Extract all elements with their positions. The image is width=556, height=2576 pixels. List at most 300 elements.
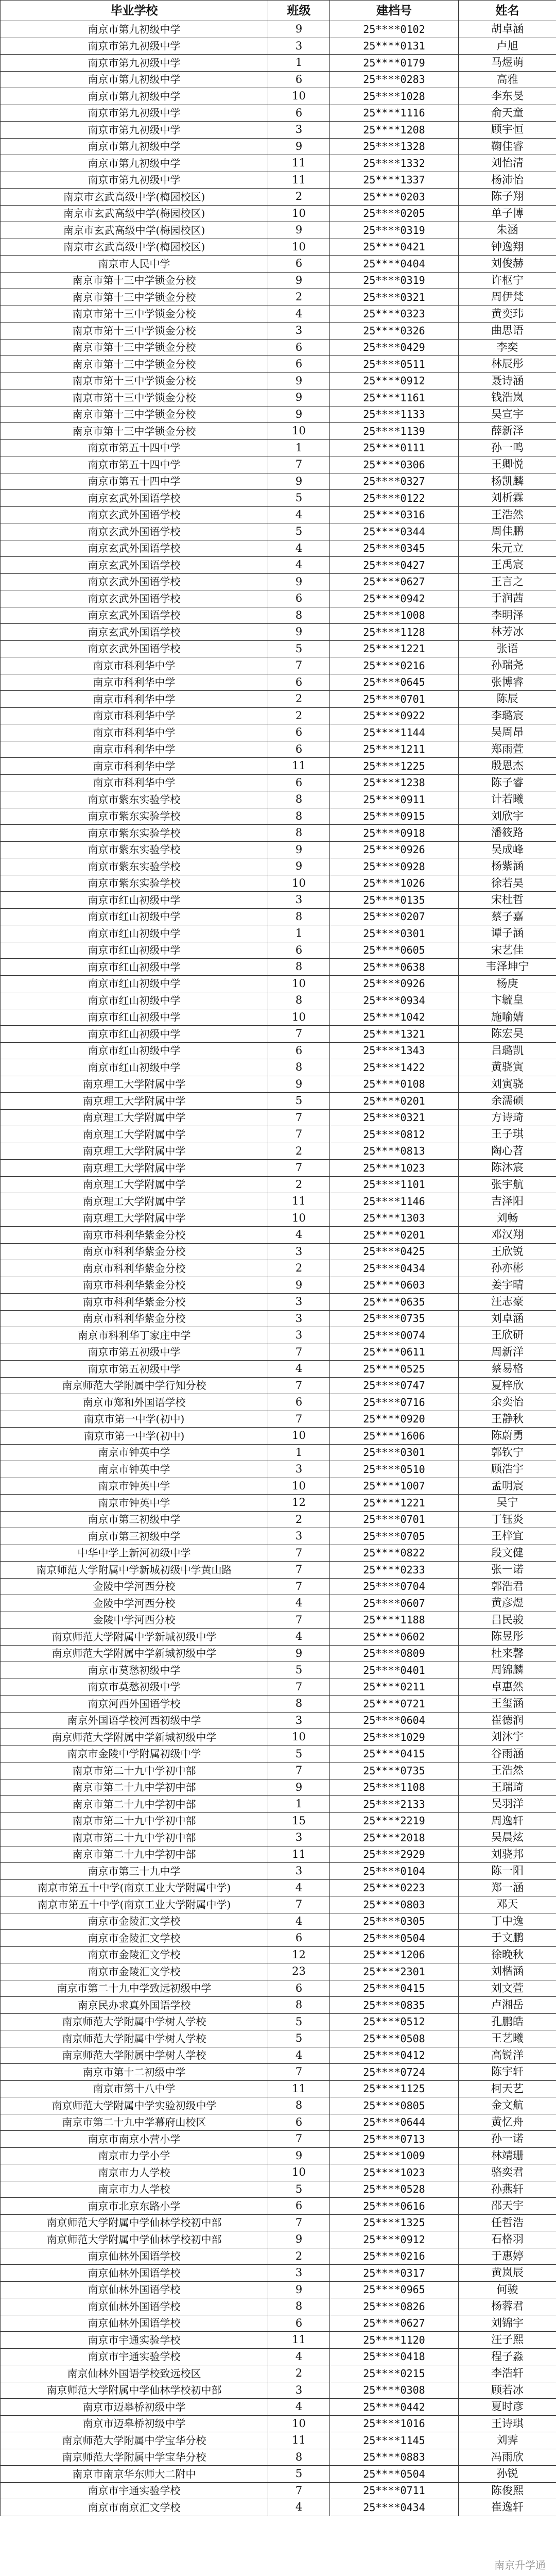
cell-school: 南京师范大学附属中学新城初级中学 [1, 1729, 268, 1746]
cell-class: 8 [268, 808, 330, 825]
cell-school: 南京市科利华中学 [1, 707, 268, 724]
table-row [1, 791, 556, 808]
cell-code: 25****0319 [330, 222, 459, 239]
cell-school: 南京玄武外国语学校 [1, 523, 268, 540]
cell-code: 25****0835 [330, 1997, 459, 2014]
table-row [1, 490, 556, 507]
roster-body [1, 21, 556, 2516]
cell-school: 南京民办求真外国语学校 [1, 1997, 268, 2014]
cell-name: 周逸轩 [459, 1812, 556, 1829]
cell-name: 郭浩君 [459, 1578, 556, 1595]
cell-class: 9 [268, 2281, 330, 2298]
cell-name: 姜宇晴 [459, 1277, 556, 1294]
cell-school: 南京市第九初级中学 [1, 71, 268, 88]
cell-name: 孔鹏皓 [459, 2013, 556, 2030]
cell-school: 南京师范大学附属中学宝华分校 [1, 2432, 268, 2449]
cell-class: 8 [268, 2097, 330, 2114]
cell-class: 7 [268, 2064, 330, 2081]
cell-class: 6 [268, 2114, 330, 2131]
cell-class: 7 [268, 2214, 330, 2231]
table-row [1, 272, 556, 289]
cell-name: 吴成峰 [459, 841, 556, 858]
cell-name: 黄彦煜 [459, 1595, 556, 1612]
cell-class: 9 [268, 1645, 330, 1662]
cell-class: 7 [268, 1679, 330, 1696]
cell-class: 4 [268, 2348, 330, 2365]
cell-name: 邓天 [459, 1896, 556, 1913]
cell-class: 9 [268, 389, 330, 406]
cell-code: 25****0429 [330, 339, 459, 356]
cell-class: 7 [268, 2482, 330, 2499]
cell-school: 南京市紫东实验学校 [1, 825, 268, 842]
cell-name: 刘骁邦 [459, 1846, 556, 1863]
table-row [1, 256, 556, 273]
cell-code: 25****0131 [330, 38, 459, 55]
cell-class: 3 [268, 1243, 330, 1260]
cell-class: 4 [268, 1879, 330, 1896]
table-row [1, 1562, 556, 1579]
cell-school: 南京市第九初级中学 [1, 38, 268, 55]
cell-school: 南京市科利华丁家庄中学 [1, 1327, 268, 1344]
table-row [1, 925, 556, 942]
cell-school: 南京师范大学附属中学实验初级中学 [1, 2097, 268, 2114]
table-row [1, 858, 556, 875]
cell-code: 25****0317 [330, 2265, 459, 2282]
cell-name: 鞠佳睿 [459, 138, 556, 155]
cell-name: 黄岚辰 [459, 2265, 556, 2282]
cell-class: 3 [268, 1528, 330, 1545]
cell-name: 余濡硕 [459, 1093, 556, 1110]
cell-class: 2 [268, 691, 330, 708]
table-row [1, 1176, 556, 1193]
cell-code: 25****0319 [330, 272, 459, 289]
cell-code: 25****0716 [330, 1394, 459, 1411]
cell-school: 南京市第一中学(初中) [1, 1411, 268, 1428]
cell-class: 4 [268, 1361, 330, 1378]
cell-name: 孙锐 [459, 2466, 556, 2483]
cell-name: 杨凯麟 [459, 473, 556, 490]
table-row [1, 38, 556, 55]
cell-class: 6 [268, 71, 330, 88]
cell-name: 陈子睿 [459, 774, 556, 791]
table-row [1, 2332, 556, 2349]
cell-school: 南京市第二十九中学初中部 [1, 1762, 268, 1780]
cell-school: 南京市科利华紫金分校 [1, 1294, 268, 1311]
cell-class: 7 [268, 1160, 330, 1177]
cell-class: 2 [268, 1511, 330, 1528]
cell-school: 金陵中学河西分校 [1, 1612, 268, 1629]
cell-school: 南京市金陵汇文学校 [1, 1946, 268, 1963]
cell-school: 南京师范大学附属中学仙林学校初中部 [1, 2214, 268, 2231]
table-row [1, 71, 556, 88]
cell-school: 南京市钟英中学 [1, 1444, 268, 1461]
cell-name: 王静秋 [459, 1411, 556, 1428]
cell-code: 25****2219 [330, 1812, 459, 1829]
cell-name: 王欣研 [459, 1327, 556, 1344]
cell-code: 25****0747 [330, 1377, 459, 1394]
cell-name: 陈宇轩 [459, 2064, 556, 2081]
cell-name: 任哲浩 [459, 2214, 556, 2231]
cell-class: 9 [268, 1779, 330, 1796]
cell-code: 25****0321 [330, 1109, 459, 1126]
cell-school: 南京市钟英中学 [1, 1461, 268, 1478]
cell-school: 南京市力学小学 [1, 2147, 268, 2164]
cell-code: 25****1422 [330, 1059, 459, 1076]
table-row [1, 1243, 556, 1260]
cell-name: 王浩然 [459, 506, 556, 523]
cell-code: 25****0415 [330, 1980, 459, 1997]
table-row [1, 1411, 556, 1428]
cell-class: 2 [268, 1143, 330, 1160]
cell-code: 25****1145 [330, 2432, 459, 2449]
cell-school: 南京玄武外国语学校 [1, 490, 268, 507]
table-row [1, 323, 556, 340]
table-row [1, 1696, 556, 1713]
cell-name: 谭子涵 [459, 925, 556, 942]
cell-school: 南京市第九初级中学 [1, 21, 268, 38]
table-row [1, 155, 556, 172]
cell-class: 3 [268, 1310, 330, 1327]
table-row [1, 707, 556, 724]
cell-class: 6 [268, 1042, 330, 1059]
cell-code: 25****0316 [330, 506, 459, 523]
cell-school: 金陵中学河西分校 [1, 1578, 268, 1595]
cell-school: 南京市金陵汇文学校 [1, 1930, 268, 1947]
cell-school: 南京市郑和外国语学校 [1, 1394, 268, 1411]
cell-class: 9 [268, 222, 330, 239]
table-row [1, 1076, 556, 1093]
cell-name: 王瑞琦 [459, 1779, 556, 1796]
cell-code: 25****0305 [330, 1913, 459, 1930]
cell-name: 吕民骏 [459, 1612, 556, 1629]
cell-school: 南京市第九初级中学 [1, 172, 268, 189]
table-row [1, 389, 556, 406]
cell-name: 李东旻 [459, 88, 556, 105]
table-row [1, 1629, 556, 1646]
cell-code: 25****1211 [330, 741, 459, 758]
table-row [1, 774, 556, 791]
table-row [1, 1896, 556, 1913]
cell-class: 10 [268, 1729, 330, 1746]
cell-class: 10 [268, 239, 330, 256]
cell-code: 25****1208 [330, 122, 459, 139]
cell-school: 南京仙林外国语学校 [1, 2265, 268, 2282]
header-school: 毕业学校 [1, 1, 268, 21]
cell-code: 25****0813 [330, 1143, 459, 1160]
cell-class: 9 [268, 573, 330, 590]
cell-school: 南京市宇通实验学校 [1, 2332, 268, 2349]
cell-code: 25****0344 [330, 523, 459, 540]
cell-name: 柯天艺 [459, 2080, 556, 2097]
cell-school: 南京理工大学附属中学 [1, 1143, 268, 1160]
cell-school: 南京市第五十中学(南京工业大学附属中学) [1, 1879, 268, 1896]
cell-name: 徐若昊 [459, 875, 556, 892]
cell-class: 2 [268, 1176, 330, 1193]
cell-name: 吴宣宇 [459, 406, 556, 423]
cell-school: 南京市玄武高级中学(梅园校区) [1, 239, 268, 256]
cell-school: 南京市第二十九中学初中部 [1, 1846, 268, 1863]
cell-class: 1 [268, 1796, 330, 1813]
cell-name: 王艺曦 [459, 2030, 556, 2047]
cell-name: 夏时彦 [459, 2399, 556, 2416]
cell-school: 南京市第九初级中学 [1, 155, 268, 172]
cell-school: 南京市第二十九中学初中部 [1, 1779, 268, 1796]
cell-code: 25****0233 [330, 1562, 459, 1579]
cell-class: 10 [268, 2415, 330, 2432]
cell-class: 11 [268, 155, 330, 172]
cell-name: 吴晨炫 [459, 1829, 556, 1846]
cell-school: 南京玄武外国语学校 [1, 607, 268, 624]
cell-name: 张宇航 [459, 1176, 556, 1193]
cell-code: 25****0926 [330, 841, 459, 858]
cell-school: 南京市金陵中学附属初级中学 [1, 1745, 268, 1762]
cell-class: 6 [268, 256, 330, 273]
table-row [1, 55, 556, 72]
cell-class: 9 [268, 272, 330, 289]
cell-class: 11 [268, 1846, 330, 1863]
cell-class: 1 [268, 925, 330, 942]
cell-class: 1 [268, 439, 330, 456]
cell-class: 9 [268, 1277, 330, 1294]
cell-name: 李奕 [459, 339, 556, 356]
cell-class: 9 [268, 841, 330, 858]
table-row [1, 825, 556, 842]
cell-school: 南京市红山初级中学 [1, 1042, 268, 1059]
cell-school: 南京市金陵汇文学校 [1, 1963, 268, 1980]
cell-school: 南京市红山初级中学 [1, 1026, 268, 1043]
cell-class: 10 [268, 875, 330, 892]
table-row [1, 406, 556, 423]
table-row [1, 741, 556, 758]
cell-code: 25****0525 [330, 1361, 459, 1378]
cell-school: 南京市第九初级中学 [1, 122, 268, 139]
cell-school: 南京市红山初级中学 [1, 1009, 268, 1026]
cell-name: 周锦麟 [459, 1662, 556, 1679]
cell-code: 25****0301 [330, 925, 459, 942]
cell-school: 南京市迈皋桥初级中学 [1, 2415, 268, 2432]
cell-name: 胡卓涵 [459, 21, 556, 38]
cell-name: 余奕怡 [459, 1394, 556, 1411]
cell-name: 聂诗涵 [459, 372, 556, 389]
cell-name: 金文航 [459, 2097, 556, 2114]
table-row [1, 1394, 556, 1411]
cell-code: 25****0323 [330, 306, 459, 323]
cell-class: 5 [268, 1093, 330, 1110]
table-row [1, 758, 556, 775]
cell-school: 南京市红山初级中学 [1, 1059, 268, 1076]
cell-code: 25****0108 [330, 1076, 459, 1093]
cell-code: 25****0345 [330, 540, 459, 557]
cell-class: 6 [268, 741, 330, 758]
table-row [1, 1779, 556, 1796]
cell-class: 5 [268, 1662, 330, 1679]
cell-class: 7 [268, 1562, 330, 1579]
cell-code: 25****0434 [330, 2499, 459, 2516]
cell-class: 7 [268, 1545, 330, 1562]
cell-code: 25****0603 [330, 1277, 459, 1294]
cell-school: 南京市钟英中学 [1, 1478, 268, 1495]
cell-code: 25****1125 [330, 2080, 459, 2097]
table-row [1, 339, 556, 356]
cell-code: 25****0942 [330, 590, 459, 607]
cell-school: 南京玄武外国语学校 [1, 540, 268, 557]
cell-code: 25****0602 [330, 1629, 459, 1646]
cell-code: 25****0915 [330, 808, 459, 825]
cell-class: 1 [268, 1444, 330, 1461]
cell-class: 4 [268, 557, 330, 574]
table-row [1, 1997, 556, 2014]
cell-school: 南京市红山初级中学 [1, 908, 268, 925]
cell-code: 25****0508 [330, 2030, 459, 2047]
cell-name: 孙一鸣 [459, 439, 556, 456]
table-row [1, 356, 556, 373]
cell-name: 高雅 [459, 71, 556, 88]
cell-class: 11 [268, 2332, 330, 2349]
cell-code: 25****1146 [330, 1193, 459, 1210]
cell-code: 25****0215 [330, 2365, 459, 2382]
cell-class: 9 [268, 21, 330, 38]
cell-school: 南京市第十二初级中学 [1, 2064, 268, 2081]
cell-class: 6 [268, 2198, 330, 2215]
cell-class: 8 [268, 607, 330, 624]
table-row [1, 2365, 556, 2382]
cell-class: 11 [268, 1193, 330, 1210]
cell-school: 南京仙林外国语学校 [1, 2248, 268, 2265]
cell-class: 8 [268, 2449, 330, 2466]
cell-name: 陈宏昊 [459, 1026, 556, 1043]
cell-name: 张博睿 [459, 674, 556, 691]
cell-name: 杜来馨 [459, 1645, 556, 1662]
cell-name: 顾浩宇 [459, 1461, 556, 1478]
cell-name: 夏梓欣 [459, 1377, 556, 1394]
table-row [1, 1963, 556, 1980]
cell-code: 25****0912 [330, 372, 459, 389]
table-row [1, 1026, 556, 1043]
cell-class: 6 [268, 2315, 330, 2332]
table-row [1, 306, 556, 323]
table-row [1, 2030, 556, 2047]
cell-class: 6 [268, 724, 330, 741]
cell-class: 1 [268, 55, 330, 72]
table-row [1, 1679, 556, 1696]
cell-school: 南京市紫东实验学校 [1, 841, 268, 858]
cell-school: 南京市第五初级中学 [1, 1344, 268, 1361]
table-row [1, 540, 556, 557]
cell-school: 南京市第三十九中学 [1, 1863, 268, 1880]
cell-name: 谷雨涵 [459, 1745, 556, 1762]
cell-name: 潘筱路 [459, 825, 556, 842]
cell-class: 11 [268, 758, 330, 775]
cell-class: 7 [268, 1126, 330, 1143]
cell-name: 陈沐宸 [459, 1160, 556, 1177]
cell-class: 3 [268, 2265, 330, 2282]
cell-name: 陈昱彤 [459, 1629, 556, 1646]
cell-class: 3 [268, 122, 330, 139]
table-row [1, 1662, 556, 1679]
cell-code: 25****0104 [330, 1863, 459, 1880]
cell-code: 25****0306 [330, 456, 459, 473]
cell-school: 南京市第十三中学锁金分校 [1, 289, 268, 306]
cell-code: 25****0724 [330, 2064, 459, 2081]
cell-class: 10 [268, 423, 330, 440]
cell-name: 王玺涵 [459, 1696, 556, 1713]
cell-code: 25****0308 [330, 2382, 459, 2399]
table-row [1, 2281, 556, 2298]
cell-class: 10 [268, 88, 330, 105]
table-row [1, 1863, 556, 1880]
table-row [1, 1361, 556, 1378]
table-row [1, 674, 556, 691]
table-row [1, 808, 556, 825]
cell-name: 宋杜哲 [459, 892, 556, 909]
cell-code: 25****0934 [330, 992, 459, 1009]
table-row [1, 1444, 556, 1461]
cell-school: 南京师范大学附属中学新城初级中学 [1, 1645, 268, 1662]
cell-code: 25****1325 [330, 2214, 459, 2231]
cell-name: 崔逸轩 [459, 2499, 556, 2516]
cell-name: 王卿悦 [459, 456, 556, 473]
cell-school: 南京师范大学附属中学新城初级中学 [1, 1629, 268, 1646]
cell-code: 25****0645 [330, 674, 459, 691]
cell-code: 25****0701 [330, 691, 459, 708]
cell-school: 南京理工大学附属中学 [1, 1193, 268, 1210]
cell-code: 25****0179 [330, 55, 459, 72]
table-row [1, 2466, 556, 2483]
table-row [1, 2415, 556, 2432]
cell-school: 南京市科利华中学 [1, 691, 268, 708]
table-row [1, 959, 556, 976]
cell-school: 南京市第十三中学锁金分校 [1, 389, 268, 406]
table-row [1, 992, 556, 1009]
cell-code: 25****0512 [330, 2013, 459, 2030]
cell-name: 顾若冰 [459, 2382, 556, 2399]
cell-name: 程子淼 [459, 2348, 556, 2365]
cell-name: 陈蔚勇 [459, 1428, 556, 1445]
table-row [1, 1846, 556, 1863]
cell-code: 25****0912 [330, 2231, 459, 2248]
cell-school: 南京师范大学附属中学仙林学校初中部 [1, 2382, 268, 2399]
cell-class: 4 [268, 506, 330, 523]
cell-school: 南京市第十三中学锁金分校 [1, 339, 268, 356]
table-row [1, 1428, 556, 1445]
cell-code: 25****1028 [330, 88, 459, 105]
table-row [1, 289, 556, 306]
cell-name: 段文健 [459, 1545, 556, 1562]
cell-code: 25****0201 [330, 1227, 459, 1244]
cell-school: 南京市莫愁初级中学 [1, 1679, 268, 1696]
cell-school: 南京市第五十四中学 [1, 473, 268, 490]
table-row [1, 21, 556, 38]
cell-code: 25****1120 [330, 2332, 459, 2349]
cell-school: 南京市科利华中学 [1, 657, 268, 674]
cell-name: 王梓宜 [459, 1528, 556, 1545]
cell-class: 4 [268, 306, 330, 323]
cell-school: 南京市科利华紫金分校 [1, 1310, 268, 1327]
table-row [1, 1796, 556, 1813]
cell-school: 南京玄武外国语学校 [1, 506, 268, 523]
cell-school: 南京市紫东实验学校 [1, 791, 268, 808]
cell-school: 南京市红山初级中学 [1, 959, 268, 976]
cell-code: 25****0711 [330, 2482, 459, 2499]
cell-name: 刘沐宇 [459, 1729, 556, 1746]
cell-class: 2 [268, 189, 330, 206]
cell-name: 黄奕玮 [459, 306, 556, 323]
cell-code: 25****1328 [330, 138, 459, 155]
cell-school: 中华中学上新河初级中学 [1, 1545, 268, 1562]
cell-code: 25****1144 [330, 724, 459, 741]
cell-code: 25****1221 [330, 1495, 459, 1512]
cell-code: 25****0627 [330, 2315, 459, 2332]
